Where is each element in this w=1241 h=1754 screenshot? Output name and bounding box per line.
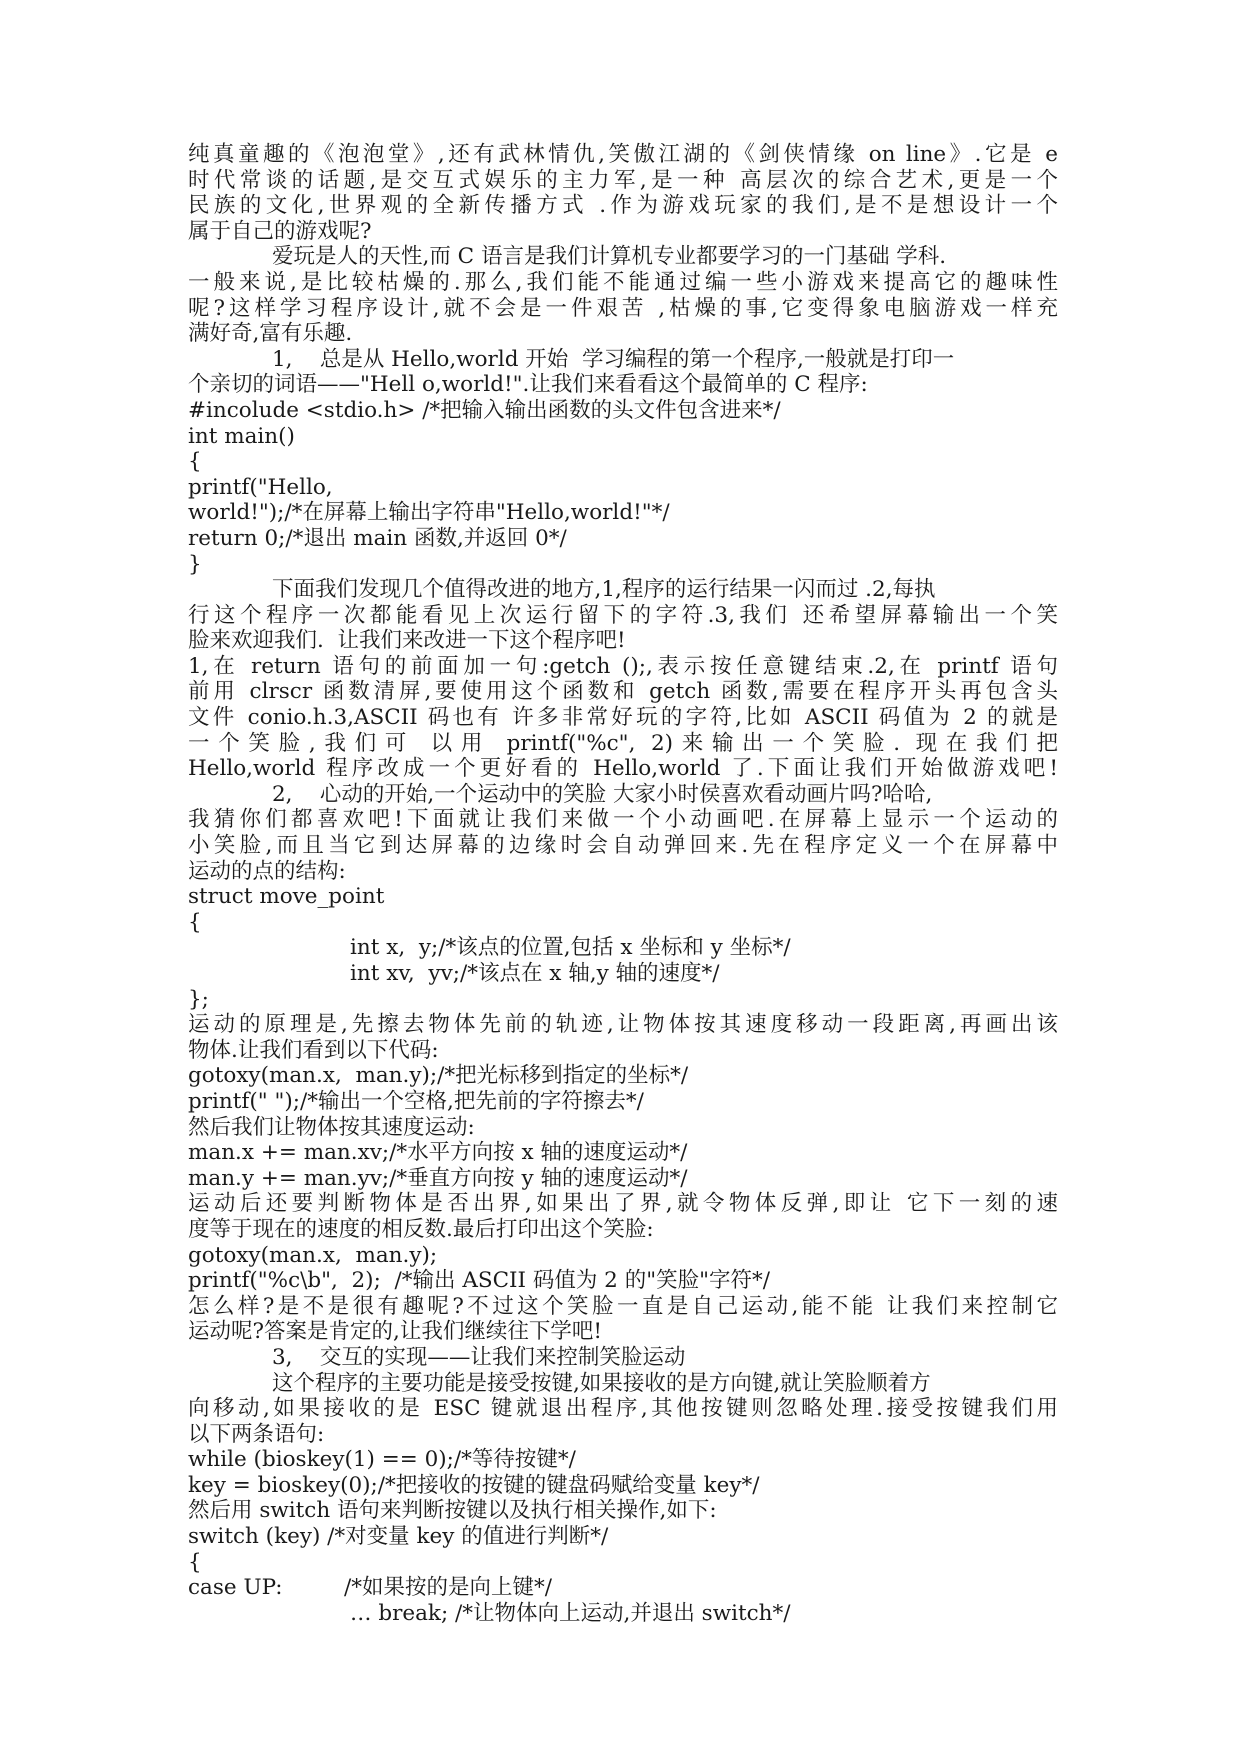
- text-line: gotoxy(man.x, man.y);/*把光标移到指定的坐标*/: [188, 1063, 689, 1089]
- text-line: }: [188, 551, 202, 577]
- text-line: 向移动,如果接收的是 ESC 键就退出程序,其他按键则忽略处理.接受按键我们用: [188, 1396, 1058, 1422]
- text-line: gotoxy(man.x, man.y);: [188, 1242, 438, 1268]
- text-line: int xv, yv;/*该点在 x 轴,y 轴的速度*/: [350, 961, 720, 986]
- text-line: 运动的点的结构:: [188, 858, 346, 884]
- text-line: 前用 clrscr 函数清屏,要使用这个函数和 getch 函数,需要在程序开头再包含头: [188, 679, 1058, 705]
- text-line: 以下两条语句:: [188, 1421, 325, 1447]
- text-line: 一个笑脸,我们可 以用 printf("%c", 2)来输出一个笑脸. 现在我们把: [188, 730, 1058, 756]
- text-line: return 0;/*退出 main 函数,并返回 0*/: [188, 525, 567, 551]
- text-line: 3, 交互的实现——让我们来控制笑脸运动: [272, 1344, 686, 1370]
- text-line: 物体.让我们看到以下代码:: [188, 1037, 439, 1063]
- text-line: 民族的文化,世界观的全新传播方式 .作为游戏玩家的我们,是不是想设计一个: [188, 193, 1058, 219]
- text-line: world!");/*在屏幕上输出字符串"Hello,world!"*/: [188, 500, 670, 526]
- text-line: Hello,world 程序改成一个更好看的 Hello,world 了.下面让我们开始做游戏吧!: [188, 756, 1058, 782]
- text-line: int x, y;/*该点的位置,包括 x 坐标和 y 坐标*/: [350, 935, 791, 961]
- text-line: 运动的原理是,先擦去物体先前的轨迹,让物体按其速度移动一段距离,再画出该: [188, 1012, 1058, 1038]
- text-line: 个亲切的词语——"Hell o,world!".让我们来看看这个最简单的 C 程序:: [188, 372, 868, 398]
- text-line: 运动后还要判断物体是否出界,如果出了界,就令物体反弹,即让 它下一刻的速: [188, 1191, 1058, 1217]
- text-line: 爱玩是人的天性,而 C 语言是我们计算机专业都要学习的一门基础 学科.: [272, 244, 947, 270]
- text-line: switch (key) /*对变量 key 的值进行判断*/: [188, 1524, 609, 1550]
- text-line: man.y += man.yv;/*垂直方向按 y 轴的速度运动*/: [188, 1165, 688, 1191]
- text-line: struct move_point: [188, 884, 385, 910]
- text-line: #incolude <stdio.h> /*把输入输出函数的头文件包含进来*/: [188, 397, 781, 423]
- text-line: printf("%c\b", 2); /*输出 ASCII 码值为 2 的"笑脸"字符*/: [188, 1268, 770, 1294]
- text-line: man.x += man.xv;/*水平方向按 x 轴的速度运动*/: [188, 1140, 688, 1166]
- text-line: {: [188, 449, 202, 475]
- text-line: 我猜你们都喜欢吧!下面就让我们来做一个小动画吧.在屏幕上显示一个运动的: [188, 807, 1058, 833]
- text-line: 满好奇,富有乐趣.: [188, 321, 353, 347]
- text-line: 然后我们让物体按其速度运动:: [188, 1114, 475, 1140]
- text-line: 时代常谈的话题,是交互式娱乐的主力军,是一种 高层次的综合艺术,更是一个: [188, 167, 1058, 193]
- text-line: printf(" ");/*输出一个空格,把先前的字符擦去*/: [188, 1088, 644, 1114]
- text-line: 属于自己的游戏呢?: [188, 218, 372, 244]
- text-line: 文件 conio.h.3,ASCII 码也有 许多非常好玩的字符,比如 ASCII 码值为 2 的就是: [188, 705, 1058, 731]
- text-line: 一般来说,是比较枯燥的.那么,我们能不能通过编一些小游戏来提高它的趣味性: [188, 269, 1058, 295]
- text-line: 小笑脸,而且当它到达屏幕的边缘时会自动弹回来.先在程序定义一个在屏幕中: [188, 833, 1058, 859]
- text-line: 运动呢?答案是肯定的,让我们继续往下学吧!: [188, 1319, 603, 1345]
- text-line: int main(): [188, 423, 295, 449]
- text-line: 脸来欢迎我们. 让我们来改进一下这个程序吧!: [188, 628, 626, 654]
- text-line: };: [188, 986, 209, 1012]
- text-line: 这个程序的主要功能是接受按键,如果接收的是方向键,就让笑脸顺着方: [272, 1370, 931, 1396]
- text-line: 然后用 switch 语句来判断按键以及执行相关操作,如下:: [188, 1498, 717, 1524]
- text-line: 1,在 return 语句的前面加一句:getch ();,表示按任意键结束.2,在 printf 语句: [188, 653, 1058, 679]
- text-line: key = bioskey(0);/*把接收的按键的键盘码赋给变量 key*/: [188, 1472, 760, 1498]
- text-line: 怎么样?是不是很有趣呢?不过这个笑脸一直是自己运动,能不能 让我们来控制它: [188, 1293, 1058, 1319]
- document-body: [188, 142, 1058, 1626]
- text-line: … break; /*让物体向上运动,并退出 switch*/: [350, 1600, 791, 1626]
- text-line: 下面我们发现几个值得改进的地方,1,程序的运行结果一闪而过 .2,每执: [272, 577, 936, 603]
- text-line: while (bioskey(1) == 0);/*等待按键*/: [188, 1447, 576, 1473]
- text-line: 纯真童趣的《泡泡堂》,还有武林情仇,笑傲江湖的《剑侠情缘 on line》.它是 e: [188, 142, 1058, 167]
- text-line: 2, 心动的开始,一个运动中的笑脸 大家小时侯喜欢看动画片吗?哈哈,: [272, 781, 933, 807]
- text-line: 度等于现在的速度的相反数.最后打印出这个笑脸:: [188, 1216, 654, 1242]
- text-line: 呢?这样学习程序设计,就不会是一件艰苦 ,枯燥的事,它变得象电脑游戏一样充: [188, 295, 1058, 321]
- text-line: 行这个程序一次都能看见上次运行留下的字符.3,我们 还希望屏幕输出一个笑: [188, 602, 1058, 628]
- text-line: {: [188, 1549, 202, 1575]
- text-line: {: [188, 909, 202, 935]
- text-line: case UP: /*如果按的是向上键*/: [188, 1575, 553, 1601]
- text-line: printf("Hello,: [188, 474, 333, 500]
- text-line: 1, 总是从 Hello,world 开始 学习编程的第一个程序,一般就是打印一: [272, 346, 955, 372]
